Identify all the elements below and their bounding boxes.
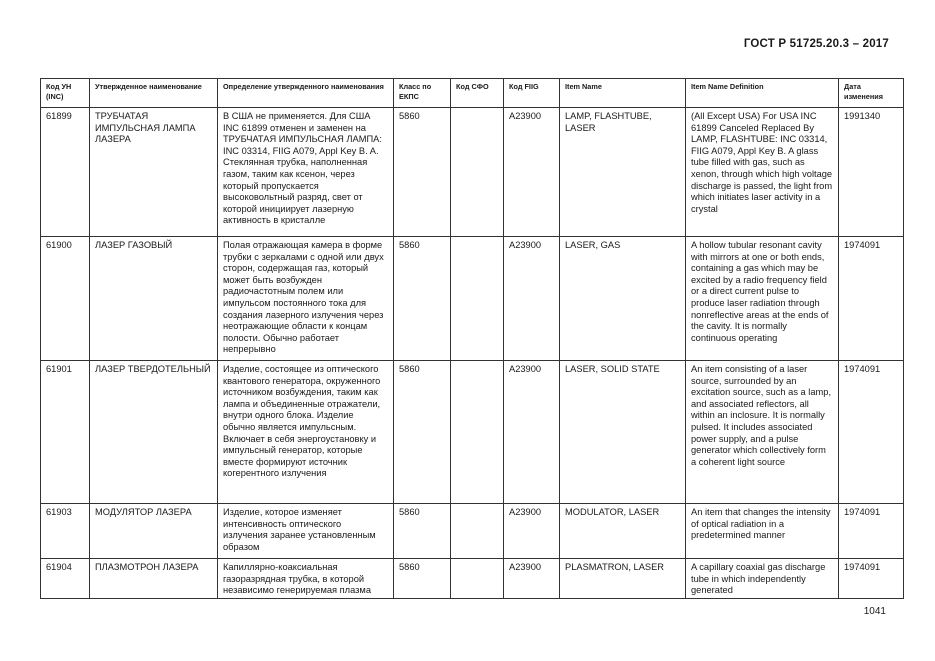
page-number: 1041 <box>863 606 886 617</box>
col-header-date: Дата изменения <box>839 79 904 108</box>
cell-date: 1974091 <box>839 559 904 599</box>
cell-name: ТРУБЧАТАЯ ИМПУЛЬСНАЯ ЛАМПА ЛАЗЕРА <box>90 108 218 237</box>
cell-date: 1974091 <box>839 361 904 504</box>
table-row <box>41 559 904 599</box>
cell-code: 61899 <box>41 108 90 237</box>
cell-class: 5860 <box>394 361 451 504</box>
cell-definition: Полая отражающая камера в форме трубки с зеркалами с одной или двух сторон, содержащая газ, который может быть возбужден радиочастотным полем или импульсом постоянного тока для создания лазерного излучения через неотражающие области к концам полости. Обычно работает непрерывно <box>218 237 394 361</box>
col-header-fiig: Код FIIG <box>504 79 560 108</box>
cell-sfo <box>451 559 504 599</box>
cell-date: 1974091 <box>839 237 904 361</box>
cell-fiig: A23900 <box>504 237 560 361</box>
cell-code: 61904 <box>41 559 90 599</box>
catalog-table <box>40 78 904 599</box>
table-row <box>41 504 904 559</box>
cell-sfo <box>451 108 504 237</box>
col-header-definition: Определение утвержденного наименования <box>218 79 394 108</box>
col-header-item-name: Item Name <box>560 79 686 108</box>
cell-item-name: MODULATOR, LASER <box>560 504 686 559</box>
cell-class: 5860 <box>394 237 451 361</box>
col-header-code: Код УН (INC) <box>41 79 90 108</box>
cell-item-definition: A hollow tubular resonant cavity with mirrors at one or both ends, containing a gas which may be excited by a radio frequency field or a direct current pulse to produce laser radiation through nonreflective areas at the ends of the cavity. It is normally continuous operating <box>686 237 839 361</box>
cell-definition: Изделие, которое изменяет интенсивность оптического излучения заранее установленным образом <box>218 504 394 559</box>
cell-item-name: LAMP, FLASHTUBE, LASER <box>560 108 686 237</box>
cell-item-definition: (All Except USA) For USA INC 61899 Canceled Replaced By LAMP, FLASHTUBE: INC 03314, FIIG A079, Appl Key B. A glass tube filled with gas, such as xenon, through which high voltage discharge is passed, the light from which initiates laser activity in a crystal <box>686 108 839 237</box>
col-header-class: Класс по ЕКПС <box>394 79 451 108</box>
table-row <box>41 108 904 237</box>
cell-item-definition: An item consisting of a laser source, surrounded by an excitation source, such as a lamp, and associated reflectors, all within an inclosure. It is normally pulsed. It includes associated power supply, and a pulse generator which collectively form a coherent light source <box>686 361 839 504</box>
cell-code: 61903 <box>41 504 90 559</box>
table-row <box>41 361 904 504</box>
cell-class: 5860 <box>394 504 451 559</box>
document-standard-header: ГОСТ Р 51725.20.3 – 2017 <box>743 38 889 50</box>
cell-item-name: LASER, SOLID STATE <box>560 361 686 504</box>
table-header-row <box>41 79 904 108</box>
cell-name: ПЛАЗМОТРОН ЛАЗЕРА <box>90 559 218 599</box>
cell-sfo <box>451 361 504 504</box>
col-header-sfo: Код СФО <box>451 79 504 108</box>
cell-code: 61900 <box>41 237 90 361</box>
cell-sfo <box>451 237 504 361</box>
cell-class: 5860 <box>394 108 451 237</box>
cell-sfo <box>451 504 504 559</box>
cell-item-definition: An item that changes the intensity of optical radiation in a predetermined manner <box>686 504 839 559</box>
cell-definition: Капиллярно-коаксиальная газоразрядная трубка, в которой независимо генерируемая плазма <box>218 559 394 599</box>
cell-name: ЛАЗЕР ГАЗОВЫЙ <box>90 237 218 361</box>
table-row <box>41 237 904 361</box>
cell-item-name: PLASMATRON, LASER <box>560 559 686 599</box>
cell-date: 1974091 <box>839 504 904 559</box>
cell-fiig: A23900 <box>504 361 560 504</box>
cell-class: 5860 <box>394 559 451 599</box>
cell-definition: Изделие, состоящее из оптического квантового генератора, окруженного источником возбуждения, таким как лампа и объединенные отражатели, внутри одного блока. Изделие обычно является импульсным. Включает в себя энергоустановку и импульсный генератор, которые вместе формируют источник когерентного излучения <box>218 361 394 504</box>
cell-fiig: A23900 <box>504 504 560 559</box>
cell-date: 1991340 <box>839 108 904 237</box>
cell-definition: В США не применяется. Для США INC 61899 отменен и заменен на ТРУБЧАТАЯ ИМПУЛЬСНАЯ ЛАМПА: INC 03314, FIIG A079, Appl Key B. A. Стеклянная трубка, наполненная газом, таким как ксенон, через который пропускается высоковольтный разряд, свет от которой инициирует лазерную активность в кристалле <box>218 108 394 237</box>
cell-fiig: A23900 <box>504 559 560 599</box>
col-header-item-definition: Item Name Definition <box>686 79 839 108</box>
col-header-name: Утвержденное наименование <box>90 79 218 108</box>
cell-item-name: LASER, GAS <box>560 237 686 361</box>
cell-name: МОДУЛЯТОР ЛАЗЕРА <box>90 504 218 559</box>
cell-code: 61901 <box>41 361 90 504</box>
cell-fiig: A23900 <box>504 108 560 237</box>
cell-name: ЛАЗЕР ТВЕРДОТЕЛЬНЫЙ <box>90 361 218 504</box>
cell-item-definition: A capillary coaxial gas discharge tube in which independently generated <box>686 559 839 599</box>
